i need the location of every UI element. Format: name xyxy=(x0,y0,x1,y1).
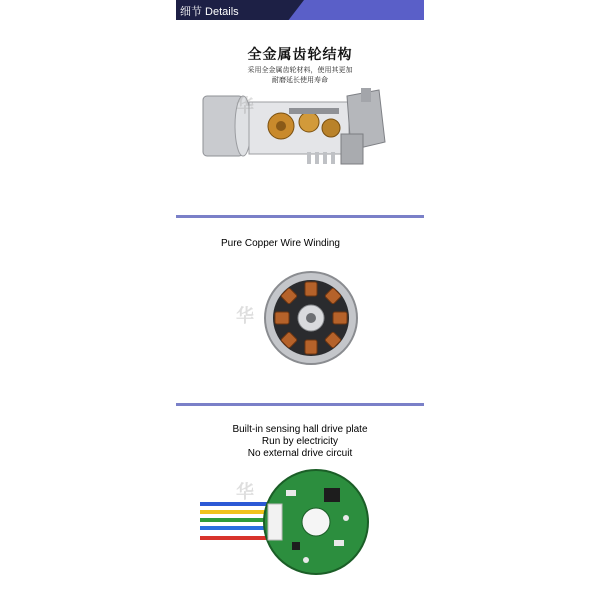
watermark-logo: 华 xyxy=(236,306,256,326)
winding-caption: Pure Copper Wire Winding xyxy=(221,238,340,249)
watermark-logo: 华 xyxy=(236,96,256,116)
gearbox-motor-image xyxy=(201,88,401,170)
copper-winding-image xyxy=(263,270,359,366)
gear-headline: 全金属齿轮结构 xyxy=(247,46,353,62)
gear-subline-2: 耐磨延长使用寿命 xyxy=(272,77,328,84)
hall-caption-line1: Built-in sensing hall drive plate xyxy=(232,424,368,435)
details-banner xyxy=(176,0,424,20)
watermark-logo: 华 xyxy=(236,482,256,502)
section-divider-1 xyxy=(176,215,424,218)
banner-title: 细节 Details xyxy=(180,6,239,18)
gear-subline-1: 采用全金属齿轮材料，使用其更加 xyxy=(247,67,353,74)
hall-drive-board-image xyxy=(196,468,396,580)
product-detail-column xyxy=(176,0,424,600)
hall-caption-line3: No external drive circuit xyxy=(247,448,353,459)
section-divider-2 xyxy=(176,403,424,406)
hall-caption-line2: Run by electricity xyxy=(261,436,339,447)
